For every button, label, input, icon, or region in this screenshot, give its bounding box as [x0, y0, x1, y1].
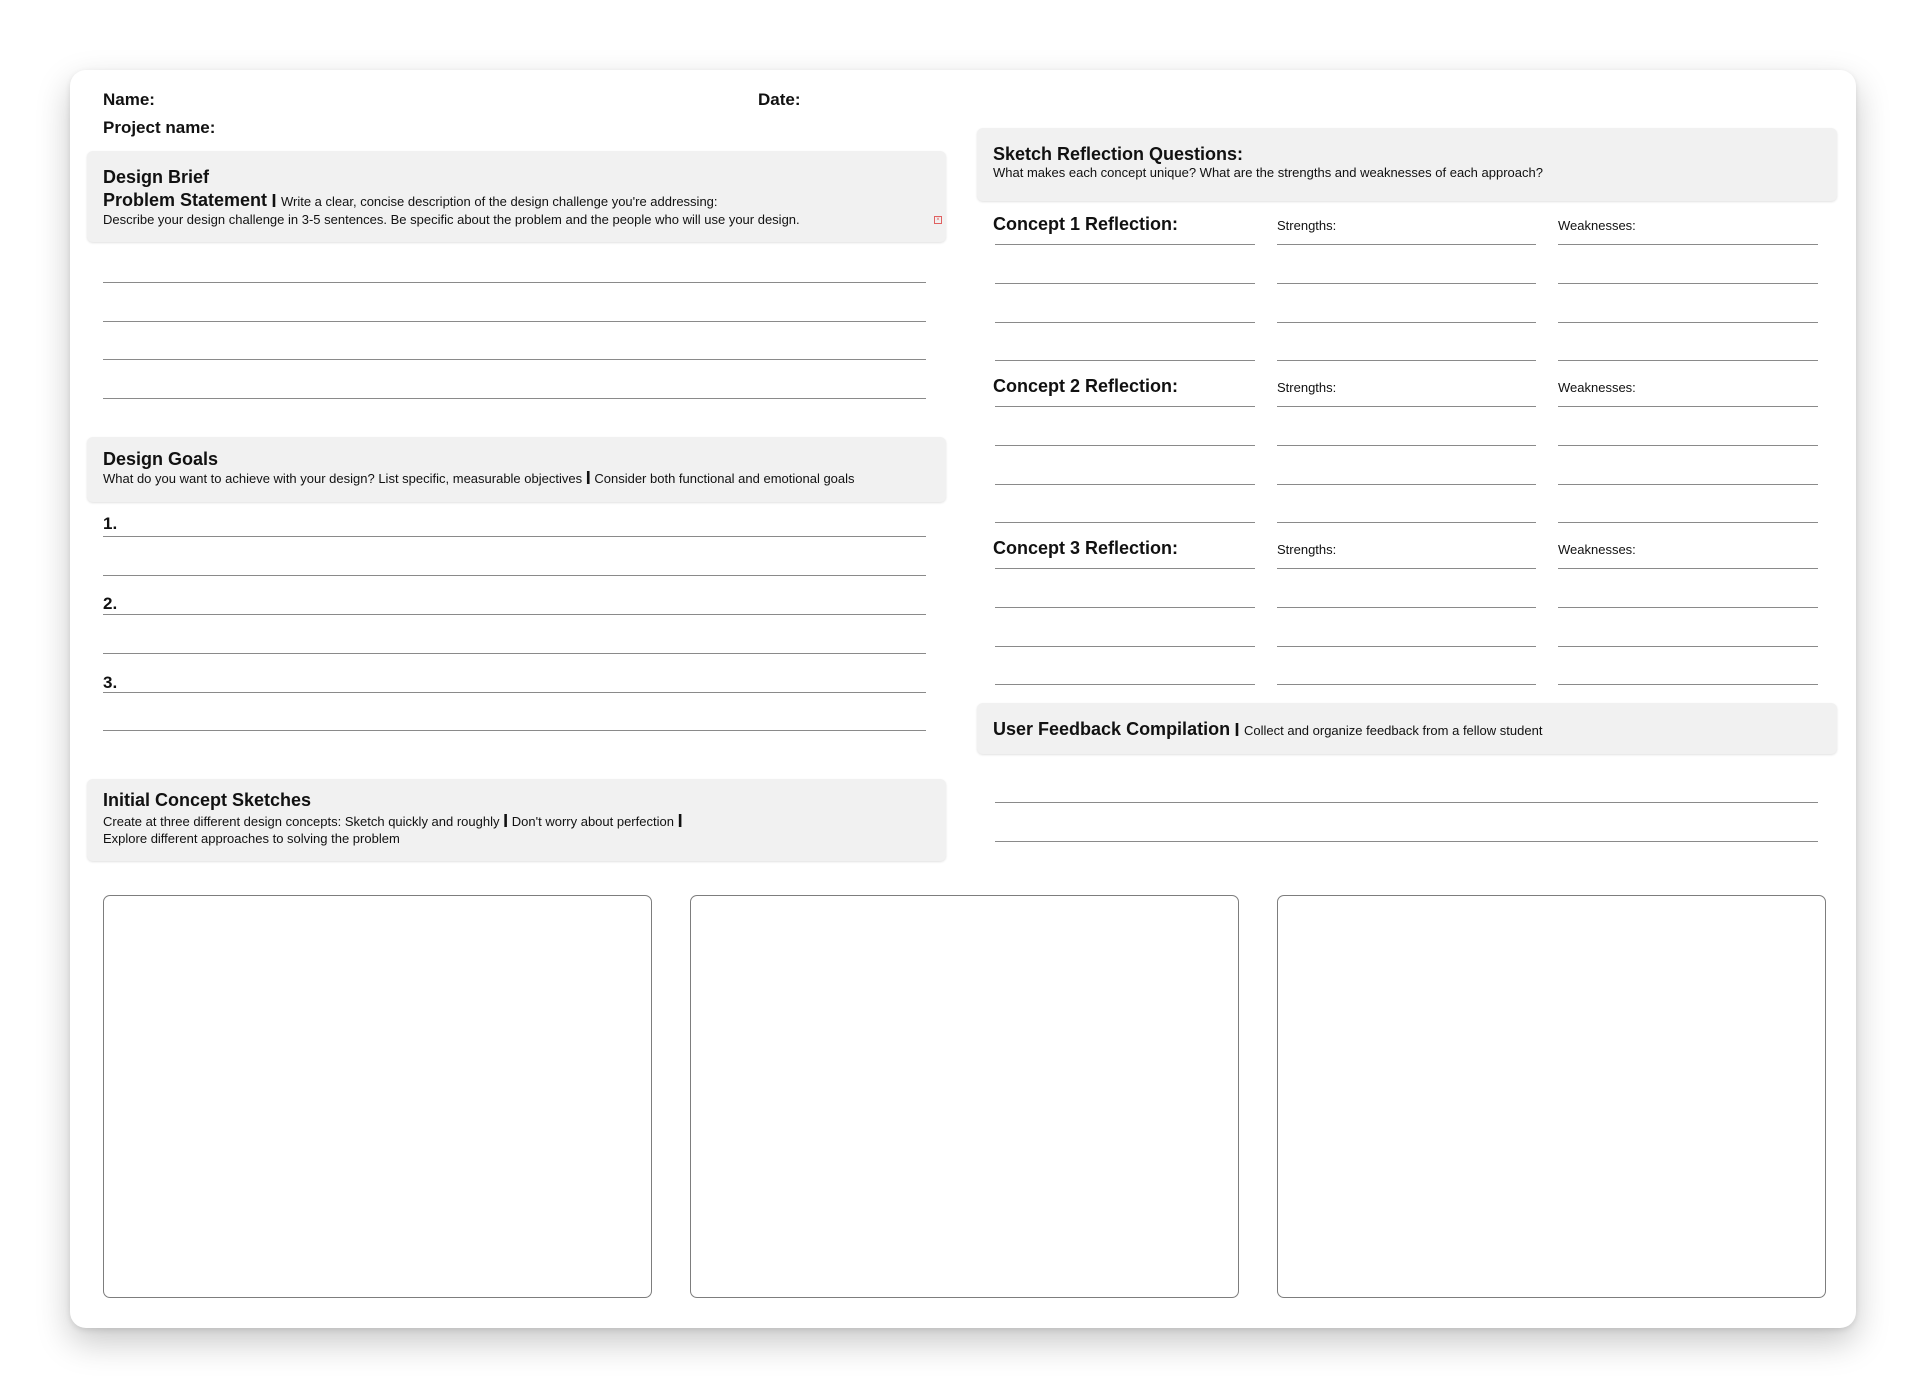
separator: I [677, 811, 683, 831]
brief-answer-line[interactable] [103, 398, 926, 399]
separator: I [1234, 720, 1240, 740]
brief-answer-line[interactable] [103, 321, 926, 322]
concept-3-line[interactable] [995, 607, 1255, 608]
user-feedback-title: User Feedback Compilation [993, 719, 1231, 739]
problem-statement-label: Problem Statement [103, 190, 268, 210]
concept-1-line[interactable] [995, 360, 1255, 361]
concept-1-weaknesses-line[interactable] [1558, 322, 1818, 323]
concept-3-strengths-label: Strengths: [1277, 542, 1337, 557]
concept-1-strengths-line[interactable] [1277, 322, 1536, 323]
concept-1-weaknesses-line[interactable] [1558, 360, 1818, 361]
separator: I [503, 811, 509, 831]
concept-1-strengths-line[interactable] [1277, 360, 1536, 361]
concept-1-line[interactable] [995, 283, 1255, 284]
feedback-line[interactable] [995, 841, 1818, 842]
concept-1-weaknesses-line[interactable] [1558, 244, 1818, 245]
name-label: Name: [103, 90, 155, 109]
concept-2-strengths-line[interactable] [1277, 484, 1536, 485]
sketch-box-2[interactable] [690, 895, 1239, 1298]
feedback-line[interactable] [995, 802, 1818, 803]
concept-1-line[interactable] [995, 244, 1255, 245]
concept-1-weaknesses-line[interactable] [1558, 283, 1818, 284]
sketch-reflection-panel [977, 128, 1837, 201]
initial-sketches-title: Initial Concept Sketches [103, 790, 312, 810]
separator: I [585, 468, 591, 488]
goal-line[interactable] [103, 575, 926, 576]
x-icon: × [934, 216, 942, 224]
concept-2-strengths-line[interactable] [1277, 406, 1536, 407]
concept-2-line[interactable] [995, 406, 1255, 407]
concept-1-line[interactable] [995, 322, 1255, 323]
initial-sketches-panel [87, 779, 946, 861]
brief-answer-line[interactable] [103, 282, 926, 283]
problem-statement-line [103, 190, 718, 212]
design-goals-panel [87, 437, 946, 502]
goal-line[interactable] [103, 536, 926, 537]
sketch-reflection-prompt: What makes each concept unique? What are the strengths and weaknesses of each approach? [993, 165, 1543, 180]
concept-2-weaknesses-line[interactable] [1558, 445, 1818, 446]
goals-prompt-text: What do you want to achieve with your design? List specific, measurable objectives [103, 471, 583, 486]
concept-3-weaknesses-line[interactable] [1558, 646, 1818, 647]
design-brief-panel [87, 151, 946, 242]
date-label: Date: [758, 90, 801, 109]
initial-sketches-prompt-1 [103, 813, 683, 830]
concept-1-title: Concept 1 Reflection: [993, 214, 1179, 234]
concept-2-weaknesses-line[interactable] [1558, 522, 1818, 523]
concept-2-strengths-line[interactable] [1277, 522, 1536, 523]
sketch-reflection-title: Sketch Reflection Questions: [993, 144, 1244, 164]
goal-line[interactable] [103, 730, 926, 731]
project-name-label: Project name: [103, 118, 216, 137]
concept-1-strengths-label: Strengths: [1277, 218, 1337, 233]
brief-answer-line[interactable] [103, 359, 926, 360]
concept-3-weaknesses-label: Weaknesses: [1558, 542, 1636, 557]
problem-statement-prompt: Write a clear, concise description of the design challenge you're addressing: [280, 194, 718, 209]
concept-2-title: Concept 2 Reflection: [993, 376, 1179, 396]
sketch-box-1[interactable] [103, 895, 652, 1298]
sketches-prompt-text: Create at three different design concepts: Sketch quickly and roughly [103, 814, 500, 829]
concept-2-weaknesses-label: Weaknesses: [1558, 380, 1636, 395]
concept-3-strengths-line[interactable] [1277, 568, 1536, 569]
concept-2-line[interactable] [995, 484, 1255, 485]
design-goals-prompt [103, 470, 855, 487]
concept-3-title: Concept 3 Reflection: [993, 538, 1179, 558]
concept-3-line[interactable] [995, 568, 1255, 569]
concept-3-weaknesses-line[interactable] [1558, 568, 1818, 569]
concept-3-weaknesses-line[interactable] [1558, 607, 1818, 608]
goal-line[interactable] [103, 653, 926, 654]
sketches-prompt-text-2: Don't worry about perfection [511, 814, 674, 829]
separator: I [271, 191, 277, 211]
concept-2-weaknesses-line[interactable] [1558, 484, 1818, 485]
concept-3-line[interactable] [995, 646, 1255, 647]
goal-line[interactable] [103, 614, 926, 615]
concept-1-strengths-line[interactable] [1277, 283, 1536, 284]
user-feedback-heading [993, 719, 1542, 741]
design-brief-title: Design Brief [103, 167, 210, 187]
goal-number-1: 1. [103, 514, 118, 533]
concept-3-line[interactable] [995, 684, 1255, 685]
goal-line[interactable] [103, 692, 926, 693]
goals-prompt-text-2: Consider both functional and emotional goals [594, 471, 855, 486]
concept-2-strengths-line[interactable] [1277, 445, 1536, 446]
goal-number-2: 2. [103, 594, 118, 613]
concept-2-weaknesses-line[interactable] [1558, 406, 1818, 407]
concept-3-strengths-line[interactable] [1277, 646, 1536, 647]
concept-2-line[interactable] [995, 445, 1255, 446]
goal-number-3: 3. [103, 673, 118, 692]
design-goals-title: Design Goals [103, 449, 219, 469]
worksheet-page [70, 70, 1856, 1328]
user-feedback-panel [977, 703, 1837, 754]
concept-3-weaknesses-line[interactable] [1558, 684, 1818, 685]
concept-1-weaknesses-label: Weaknesses: [1558, 218, 1636, 233]
initial-sketches-prompt-2: Explore different approaches to solving the problem [103, 831, 400, 846]
concept-1-strengths-line[interactable] [1277, 244, 1536, 245]
concept-3-strengths-line[interactable] [1277, 684, 1536, 685]
concept-3-strengths-line[interactable] [1277, 607, 1536, 608]
user-feedback-prompt: Collect and organize feedback from a fellow student [1243, 723, 1543, 738]
concept-2-strengths-label: Strengths: [1277, 380, 1337, 395]
problem-statement-detail: Describe your design challenge in 3-5 sentences. Be specific about the problem and the people who will use your design. [103, 212, 800, 227]
sketch-box-3[interactable] [1277, 895, 1826, 1298]
concept-2-line[interactable] [995, 522, 1255, 523]
